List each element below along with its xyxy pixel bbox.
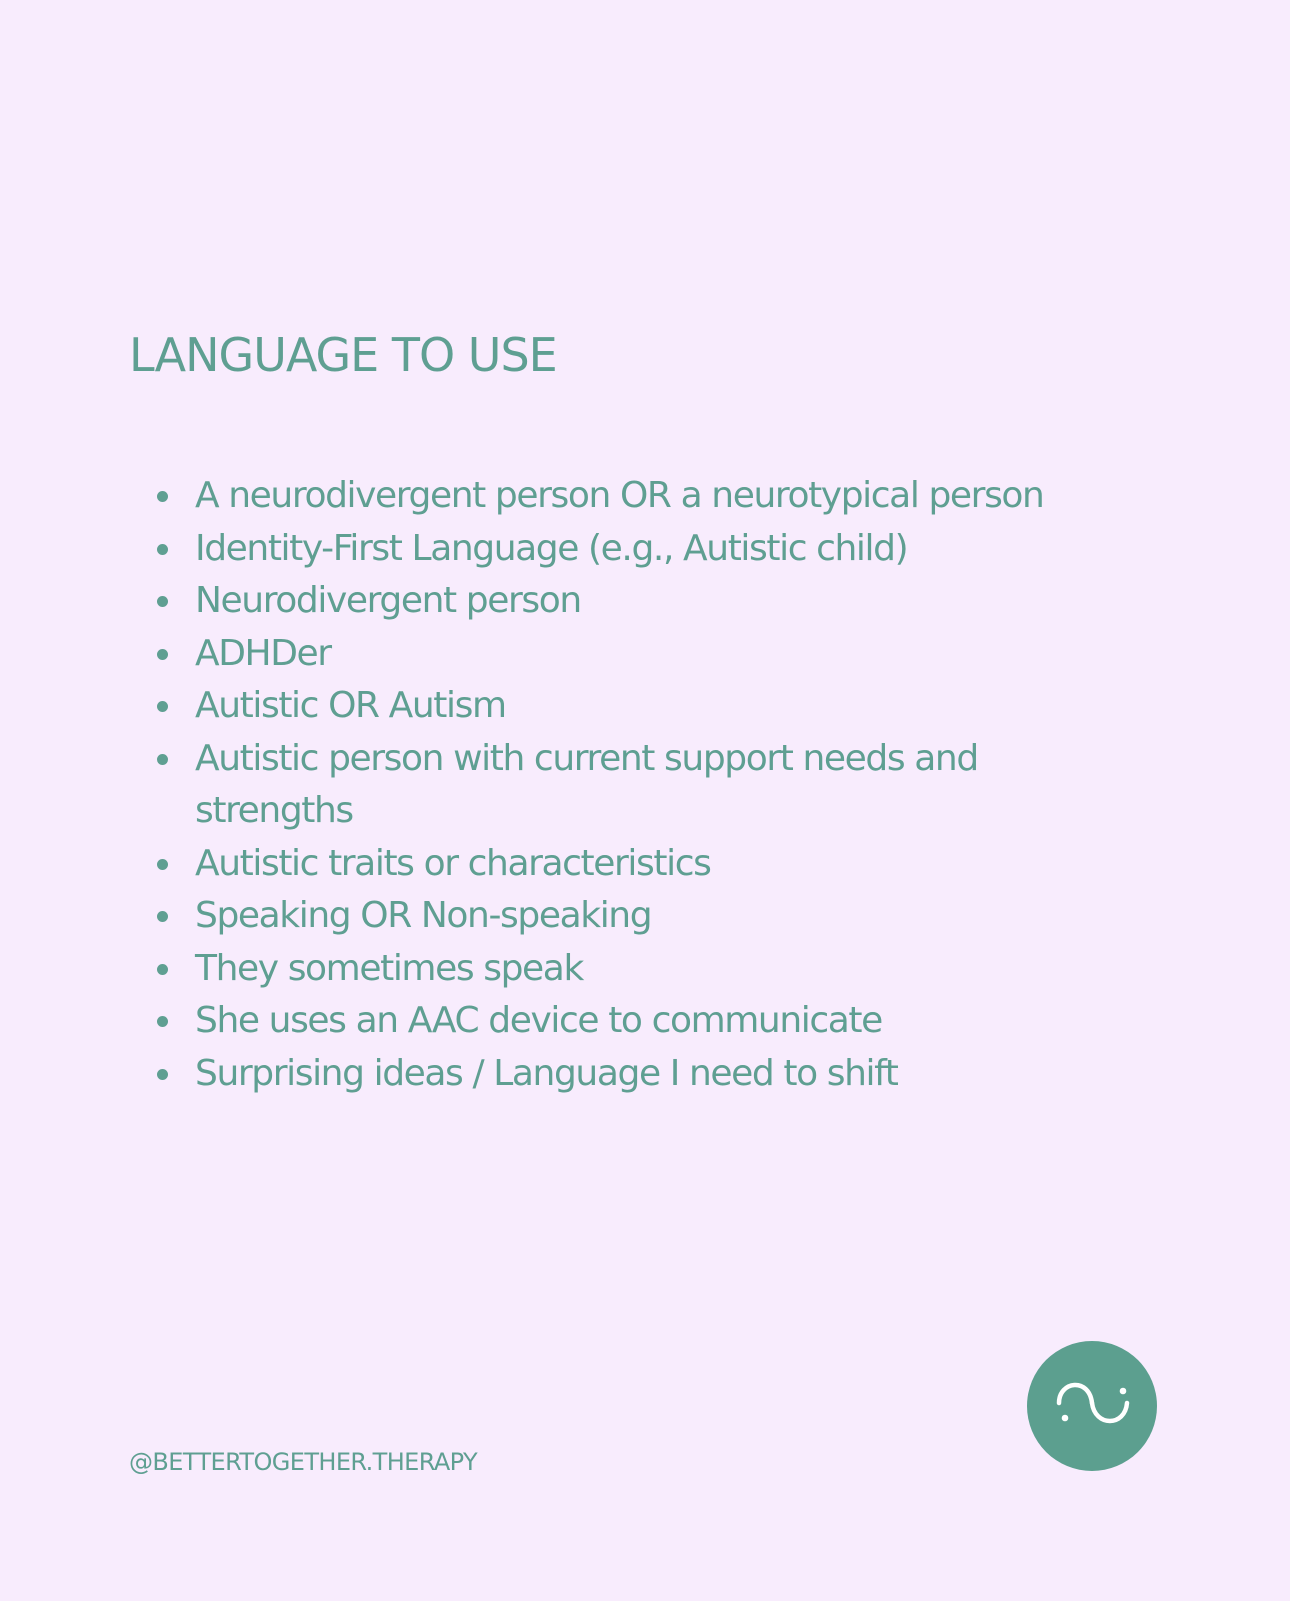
smile-face-logo-icon	[1027, 1341, 1157, 1471]
list-item	[154, 943, 1114, 996]
bullet-icon	[157, 491, 168, 502]
list-item-text: She uses an AAC device to communicate	[195, 1000, 882, 1041]
list-item	[154, 733, 1114, 838]
list-item-text: A neurodivergent person OR a neurotypical person	[195, 475, 1044, 516]
brand-logo	[1027, 1341, 1157, 1471]
list-item-text: Autistic traits or characteristics	[195, 842, 711, 884]
list-item-text: Autistic OR Autism	[195, 685, 506, 726]
list-item	[154, 628, 1114, 681]
page-title: LANGUAGE TO USE	[129, 328, 557, 382]
list-item	[154, 575, 1114, 628]
list-item	[154, 680, 1114, 733]
list-item-text: ADHDer	[195, 632, 331, 674]
language-list	[154, 470, 1114, 1100]
list-item	[154, 890, 1114, 943]
list-item-text: Speaking OR Non-speaking	[195, 895, 652, 936]
bullet-icon	[157, 544, 168, 555]
social-handle: @BETTERTOGETHER.THERAPY	[129, 1448, 478, 1476]
bullet-icon	[157, 701, 168, 712]
list-item-text: They sometimes speak	[195, 947, 583, 989]
list-item-text: Autistic person with current support needs and strengths	[195, 737, 978, 831]
list-item-text: Surprising ideas / Language I need to shift	[195, 1052, 898, 1094]
list-item	[154, 838, 1114, 891]
list-item	[154, 523, 1114, 576]
bullet-icon	[157, 649, 168, 660]
bullet-icon	[157, 596, 168, 607]
bullet-icon	[157, 754, 168, 765]
bullet-icon	[157, 964, 168, 975]
bullet-icon	[157, 1016, 168, 1027]
list-item	[154, 1048, 1114, 1101]
list-item-text: Neurodivergent person	[195, 580, 581, 621]
bullet-icon	[157, 1069, 168, 1080]
list-item	[154, 470, 1114, 523]
bullet-icon	[157, 859, 168, 870]
list-item	[154, 995, 1114, 1048]
list-item-text: Identity-First Language (e.g., Autistic child)	[195, 527, 908, 569]
bullet-icon	[157, 911, 168, 922]
